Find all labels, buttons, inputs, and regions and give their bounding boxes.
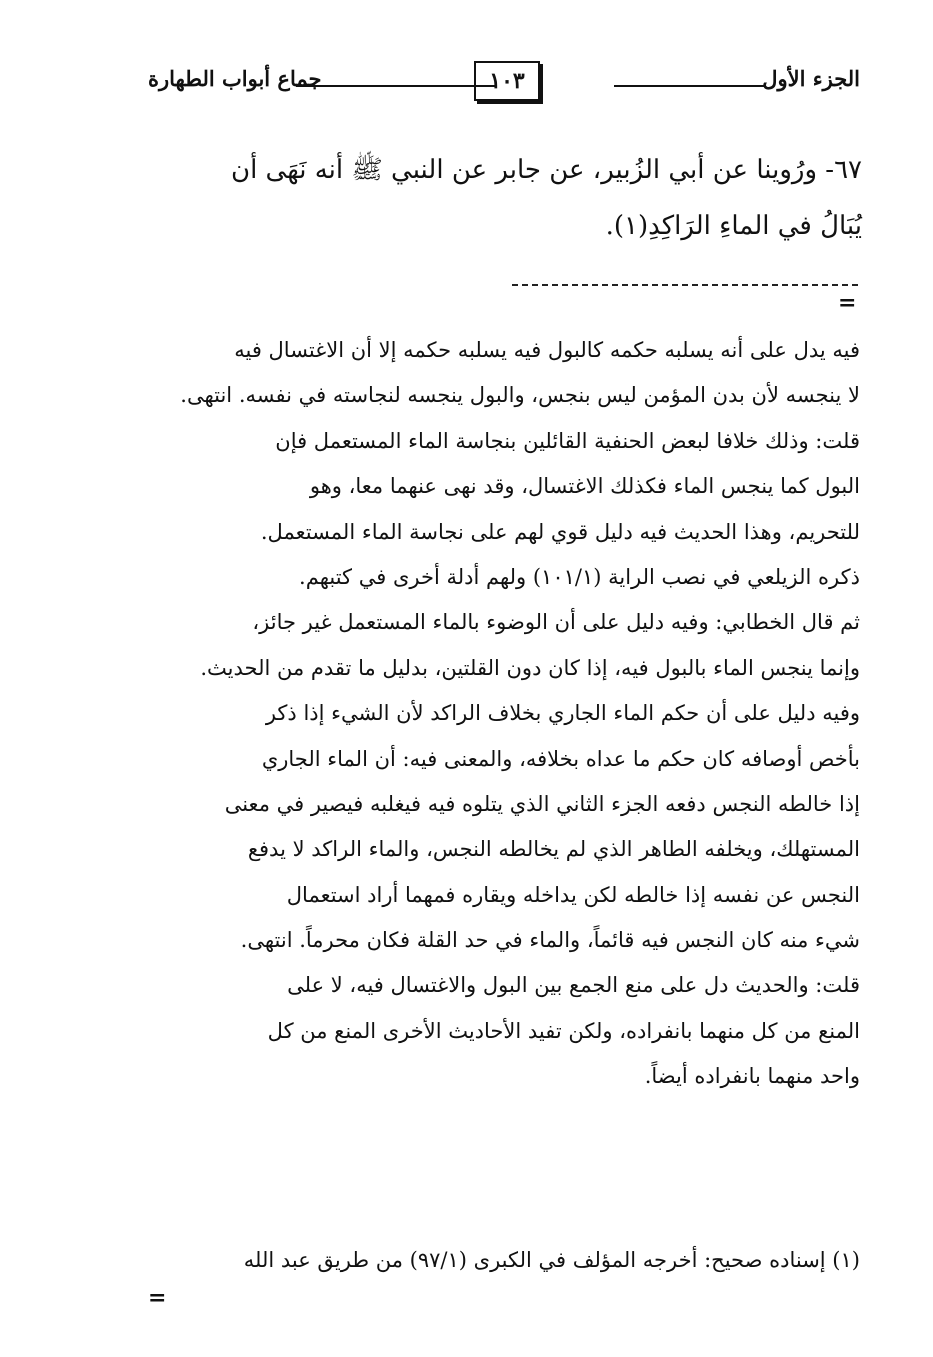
commentary-line: المستهلك، ويخلفه الطاهر الذي لم يخالطه النجس، والماء الراكد لا يدفع (247, 837, 860, 862)
commentary-line: للتحريم، وهذا الحديث فيه دليل قوي لهم على نجاسة الماء المستعمل. (260, 519, 860, 544)
commentary-line: البول كما ينجس الماء فكذلك الاغتسال، وقد نهى عنهما معا، وهو (309, 474, 860, 499)
commentary-block (155, 328, 860, 1100)
commentary-line: إذا خالطه النجس دفعه الجزء الثاني الذي يتلوه فيه فيغلبه فيصير في معنى (224, 791, 860, 816)
header-rule-left (296, 85, 496, 87)
page-number: ١٠٣ (474, 61, 540, 101)
footnote-separator (512, 284, 858, 286)
commentary-line: ذكره الزيلعي في نصب الراية (١٠١/١) ولهم أدلة أخرى في كتبهم. (299, 564, 860, 589)
commentary-line: النجس عن نفسه إذا خالطه لكن يداخله ويقاره فمهما أراد استعمال (286, 882, 860, 907)
continuation-mark-top: = (838, 290, 857, 316)
hadith-line-2: يُبَالُ في الماءِ الرَاكِدِ(١). (605, 211, 862, 241)
commentary-line: ثم قال الخطابي: وفيه دليل على أن الوضوء بالماء المستعمل غير جائز، (252, 610, 860, 635)
hadith-line-1: ٦٧- ورُوينا عن أبي الزُبير، عن جابر عن النبي ﷺ أنه نَهَى أن (230, 155, 862, 185)
header-rule-right (614, 85, 764, 87)
continuation-mark-bottom: = (148, 1285, 167, 1311)
commentary-line: شيء منه كان النجس فيه قائماً، والماء في حد القلة فكان محرماً. انتهى. (240, 928, 860, 953)
page-header (148, 58, 860, 104)
hadith-text (150, 142, 862, 254)
commentary-line: لا ينجسه لأن بدن المؤمن ليس بنجس، والبول ينجسه لنجاسته في نفسه. انتهى. (180, 383, 860, 408)
commentary-line: قلت: وذلك خلافا لبعض الحنفية القائلين بنجاسة الماء المستعمل فإن (275, 428, 860, 453)
commentary-line: وإنما ينجس الماء بالبول فيه، إذا كان دون القلتين، بدليل ما تقدم من الحديث. (200, 655, 860, 680)
footnote: (١) إسناده صحيح: أخرجه المؤلف في الكبرى (٩٧/١) من طريق عبد الله (243, 1248, 860, 1272)
commentary-line: وفيه دليل على أن حكم الماء الجاري بخلاف الراكد لأن الشيء إذا ذكر (265, 701, 860, 726)
commentary-line: فيه يدل على أنه يسلبه حكمه كالبول فيه يسلبه حكمه إلا أن الاغتسال فيه (234, 338, 860, 362)
chapter-title: جماع أبواب الطهارة (148, 66, 322, 91)
commentary-line: واحد منهما بانفراده أيضاً. (644, 1064, 860, 1089)
commentary-line: قلت: والحديث دل على منع الجمع بين البول والاغتسال فيه، لا على (287, 973, 860, 998)
volume-title: الجزء الأول (762, 66, 860, 91)
commentary-line: المنع من كل منهما بانفراده، ولكن تفيد الأحاديث الأخرى المنع من كل (267, 1018, 860, 1043)
commentary-line: بأخص أوصافه كان حكم ما عداه بخلافه، والمعنى فيه: أن الماء الجاري (261, 746, 860, 771)
